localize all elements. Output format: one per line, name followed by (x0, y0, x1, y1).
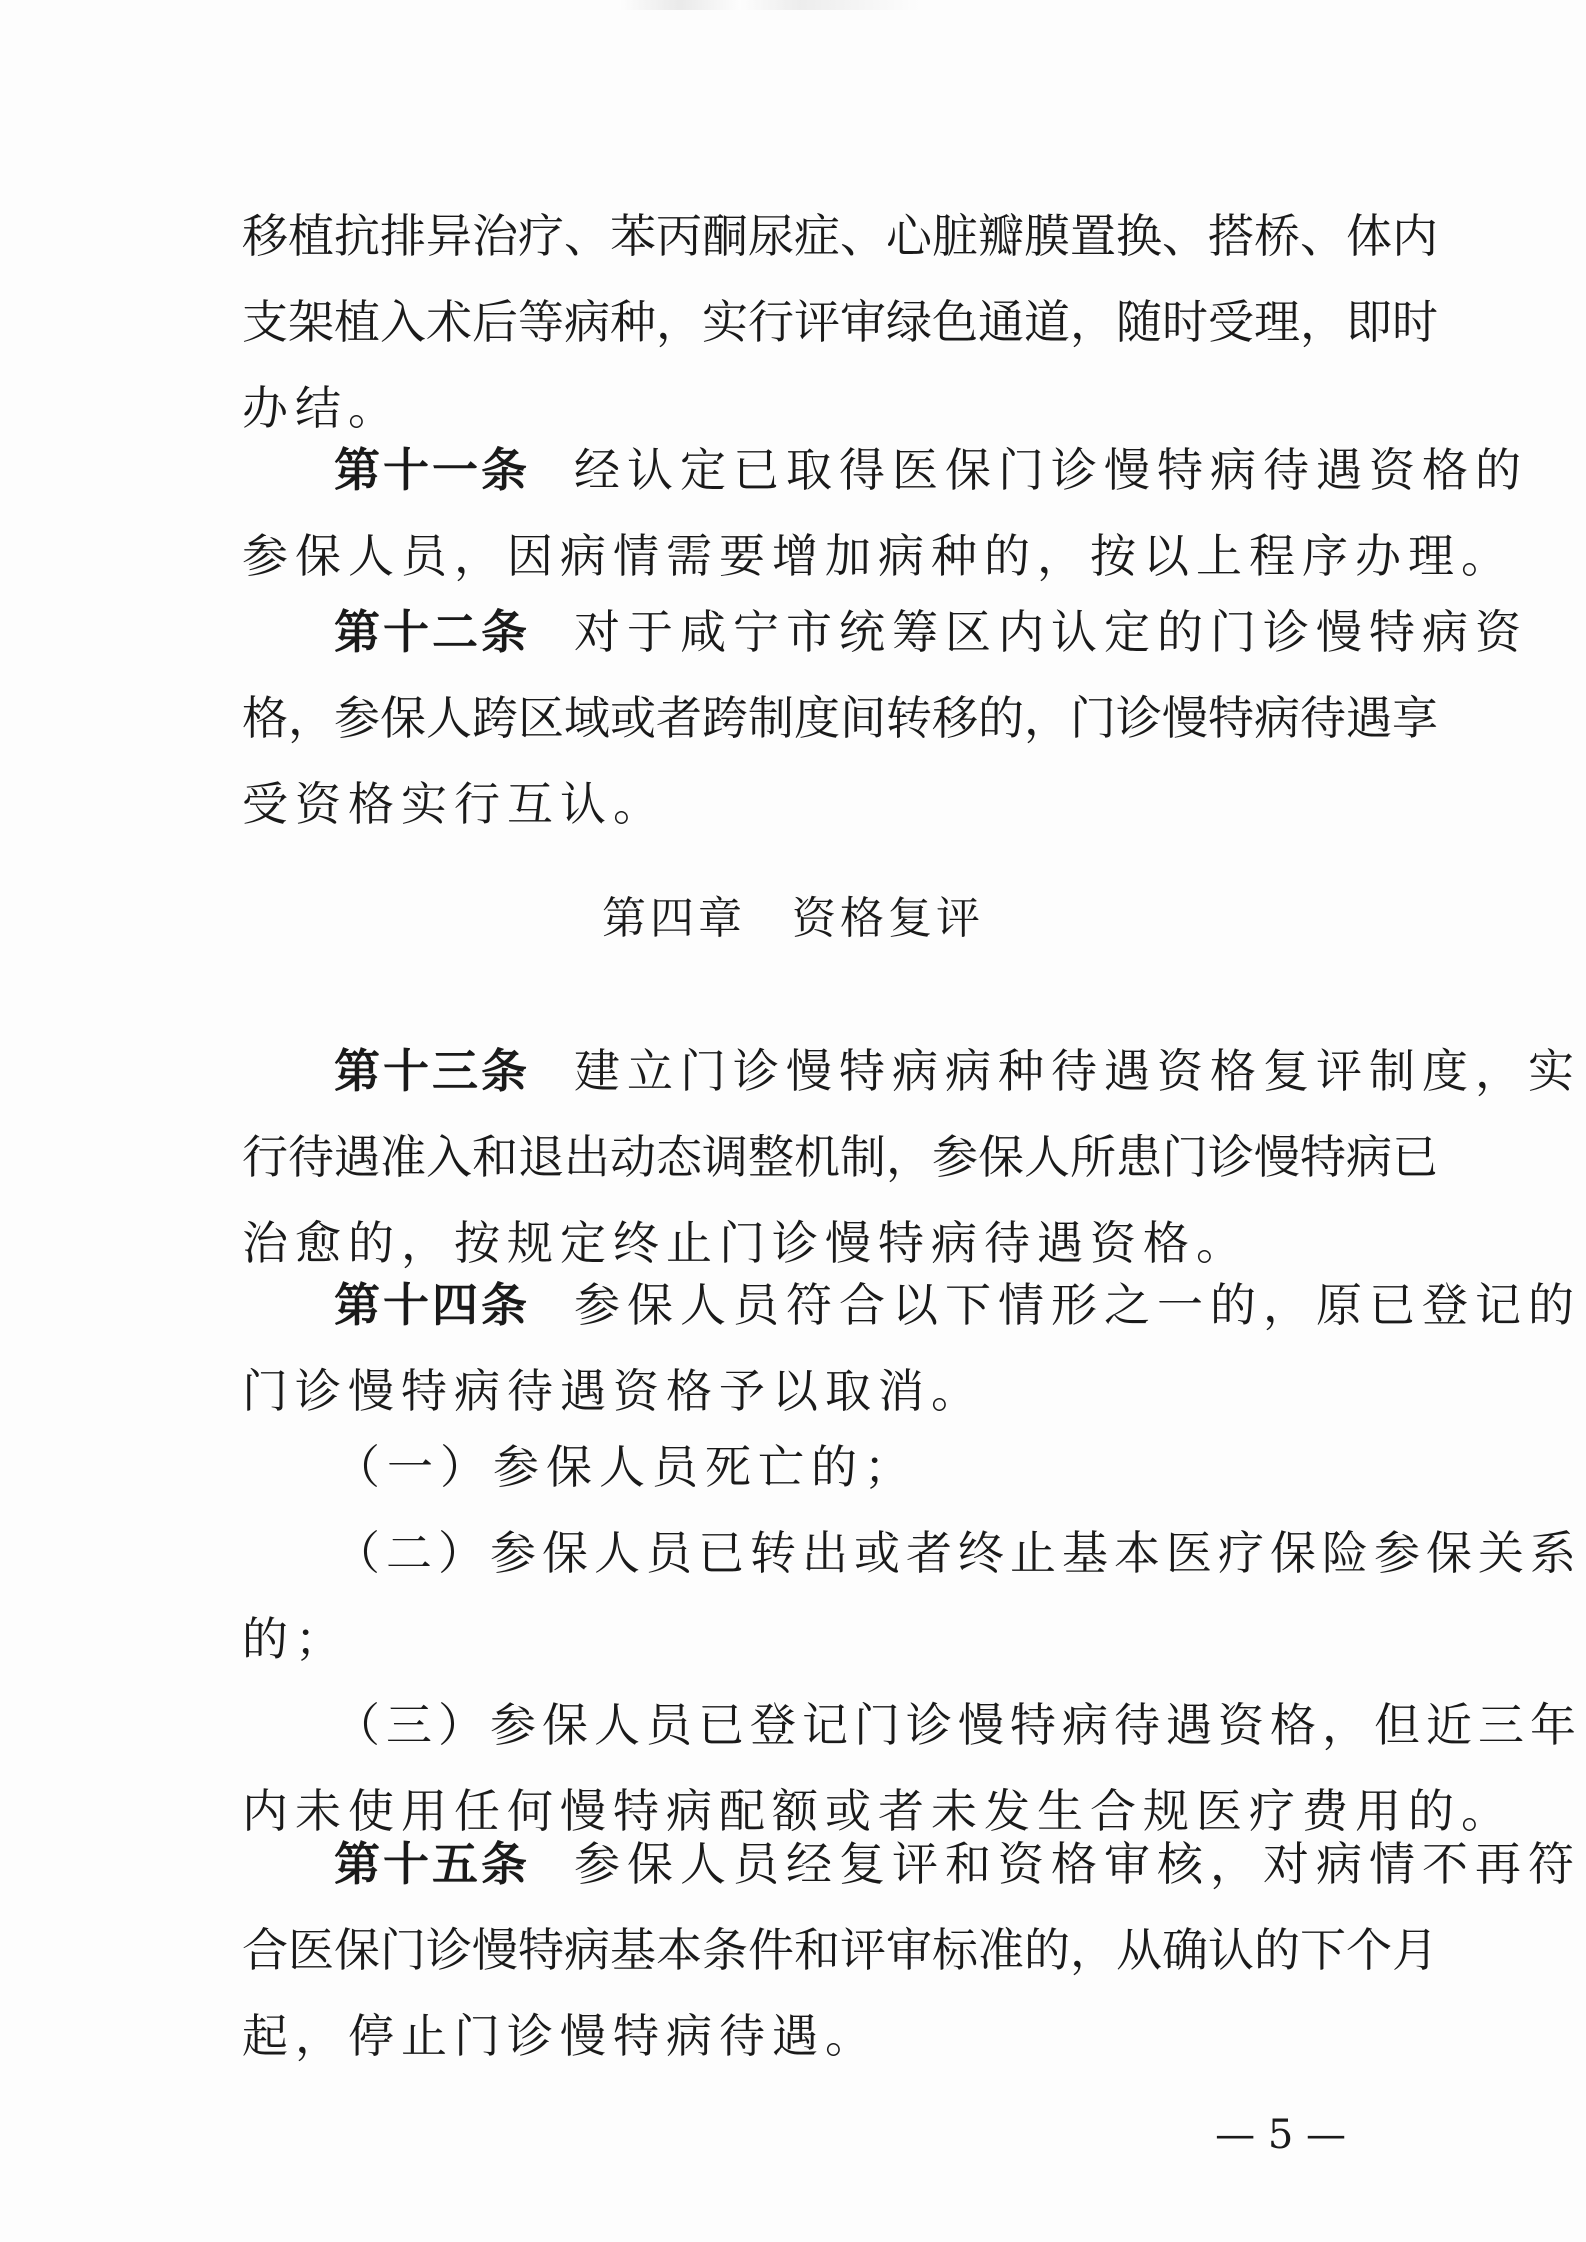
list-item: （三）参保人员已登记门诊慢特病待遇资格，但近三年 (334, 1698, 1582, 1752)
text-line: 行待遇准入和退出动态调整机制，参保人所患门诊慢特病已 (242, 1130, 1438, 1184)
article-13 (242, 1028, 1581, 1286)
chapter-number: 第四章 (602, 893, 746, 944)
text-line: 起，停止门诊慢特病待遇。 (242, 2009, 878, 2063)
text-line: 参保人员符合以下情形之一的，原已登记的 (574, 1278, 1581, 1332)
article-12 (242, 589, 1528, 847)
item-list (242, 1424, 1582, 1854)
text-line: 受资格实行互认。 (242, 777, 666, 831)
article-label: 第十四条 (334, 1278, 530, 1332)
text-line: 对于咸宁市统筹区内认定的门诊慢特病资 (574, 605, 1528, 659)
text-line: 参保人员，因病情需要增加病种的，按以上程序办理。 (242, 529, 1514, 583)
article-label: 第十五条 (334, 1837, 530, 1891)
article-label: 第十二条 (334, 605, 530, 659)
page-number: — 5 — (1215, 2112, 1346, 2158)
list-item: （二）参保人员已转出或者终止基本医疗保险参保关系 (334, 1526, 1582, 1580)
text-line: 经认定已取得医保门诊慢特病待遇资格的 (574, 443, 1528, 497)
article-label: 第十三条 (334, 1044, 530, 1098)
text-line: 参保人员经复评和资格审核，对病情不再符 (574, 1837, 1581, 1891)
text-line: 办结。 (242, 381, 401, 435)
list-item-continuation: 的； (242, 1612, 348, 1666)
chapter-title: 资格复评 (792, 893, 984, 944)
paragraph-continuation (242, 193, 1438, 451)
text-line: 格，参保人跨区域或者跨制度间转移的，门诊慢特病待遇享 (242, 691, 1438, 745)
list-item-continuation: 内未使用任何慢特病配额或者未发生合规医疗费用的。 (242, 1784, 1514, 1838)
text-line: 支架植入术后等病种，实行评审绿色通道，随时受理，即时 (242, 295, 1438, 349)
text-line: 合医保门诊慢特病基本条件和评审标准的，从确认的下个月 (242, 1923, 1438, 1977)
text-line: 治愈的，按规定终止门诊慢特病待遇资格。 (242, 1216, 1249, 1270)
article-11 (242, 427, 1528, 599)
chapter-heading (0, 882, 1586, 946)
article-15 (242, 1821, 1581, 2079)
article-label: 第十一条 (334, 443, 530, 497)
text-line: 建立门诊慢特病病种待遇资格复评制度，实 (574, 1044, 1581, 1098)
text-line: 门诊慢特病待遇资格予以取消。 (242, 1364, 984, 1418)
list-item: （一）参保人员死亡的； (334, 1440, 917, 1494)
article-14 (242, 1262, 1581, 1434)
scan-artifact (620, 0, 920, 10)
text-line: 移植抗排异治疗、苯丙酮尿症、心脏瓣膜置换、搭桥、体内 (242, 209, 1438, 263)
